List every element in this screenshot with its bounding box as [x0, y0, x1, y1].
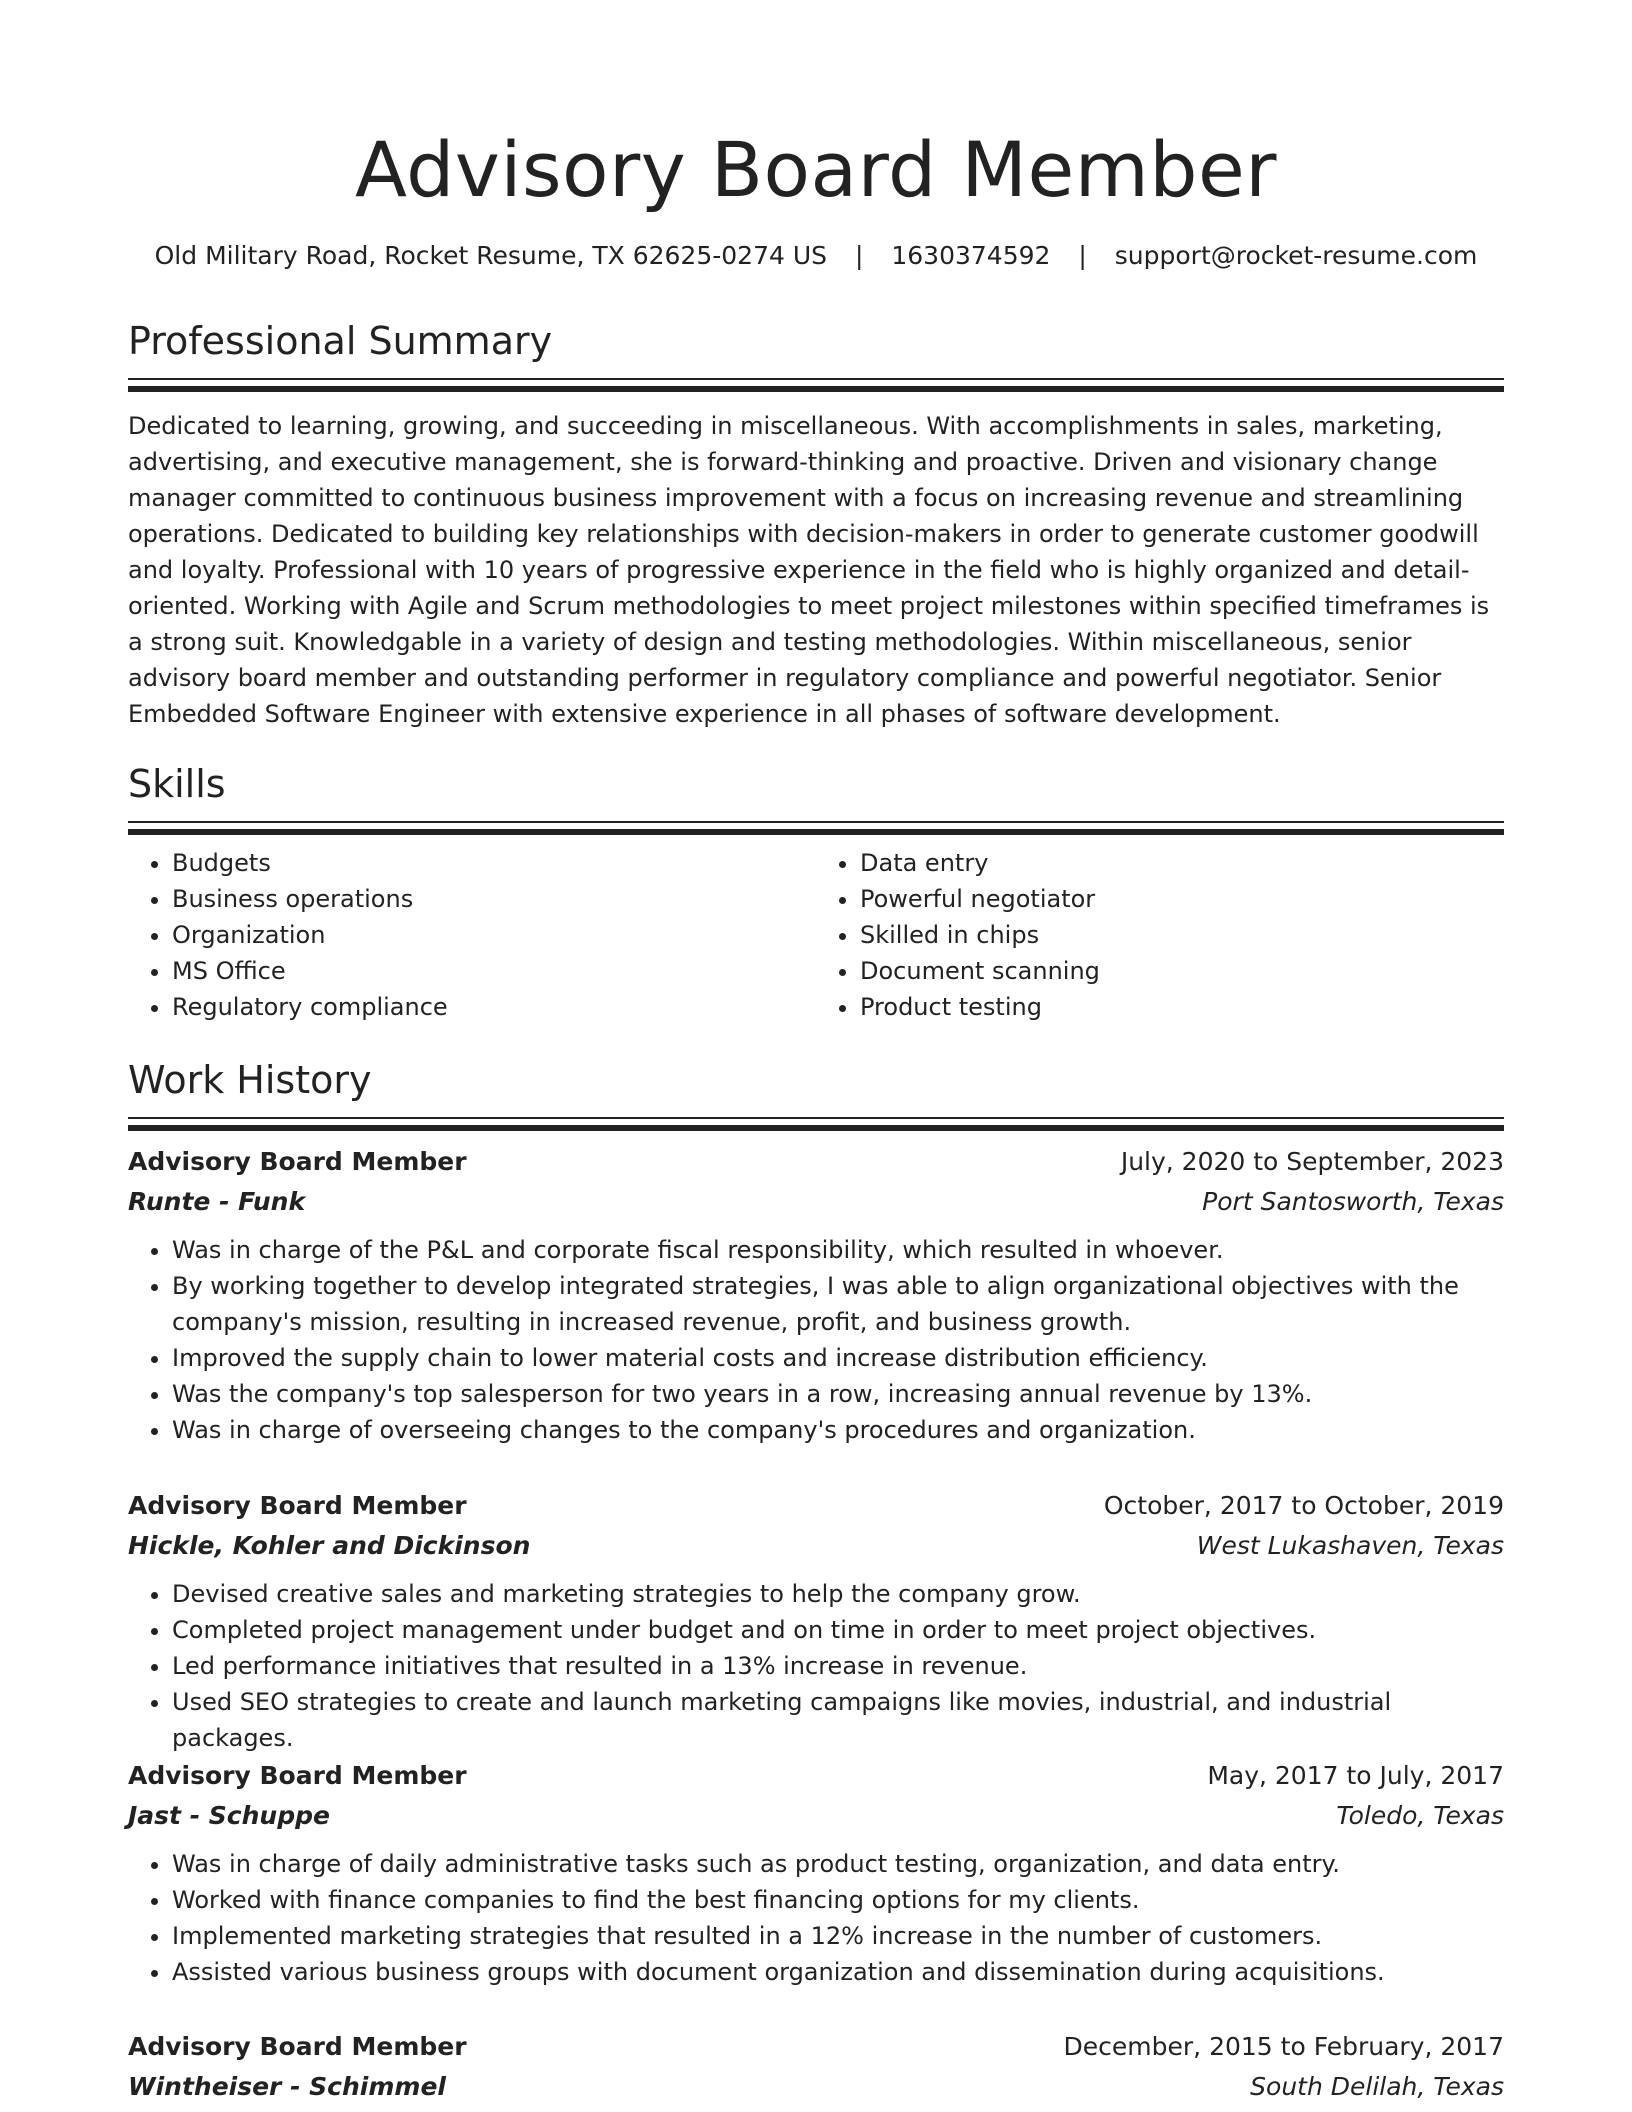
- separator: |: [1078, 241, 1087, 270]
- job-dates: May, 2017 to July, 2017: [1207, 1761, 1504, 1790]
- section-divider: [128, 1117, 1504, 1131]
- job-title: Advisory Board Member: [128, 1761, 467, 1790]
- job-company: Runte - Funk: [128, 1187, 306, 1216]
- contact-line: [128, 238, 1504, 274]
- job-bullet: • Was in charge of the P&L and corporate fiscal responsibility, which resulted in whoever.: [172, 1232, 1504, 1268]
- job-bullet: • By working together to develop integrated strategies, I was able to align organizational objectives with the company's mission, resulting in increased revenue, profit, and business growth.: [172, 1268, 1504, 1340]
- section-divider: [128, 821, 1504, 835]
- job-bullet: • Assisted various business groups with document organization and dissemination during acquisitions.: [172, 1954, 1504, 1990]
- job-location: South Delilah, Texas: [1250, 2072, 1504, 2101]
- job-entry: [128, 2027, 1504, 2107]
- job-bullet: • Implemented marketing strategies that resulted in a 12% increase in the number of customers.: [172, 1918, 1504, 1954]
- section-title: Skills: [128, 762, 226, 806]
- skill-item: • Budgets: [172, 845, 816, 881]
- job-location: Toledo, Texas: [1336, 1801, 1504, 1830]
- job-company: Jast - Schuppe: [128, 1801, 330, 1830]
- job-bullet: • Completed project management under budget and on time in order to meet project objectives.: [172, 1612, 1504, 1648]
- job-entry: [128, 1486, 1504, 1756]
- separator: |: [854, 241, 864, 270]
- job-entry: [128, 1142, 1504, 1448]
- skill-item: • MS Office: [172, 953, 816, 989]
- skill-item: • Document scanning: [860, 953, 1504, 989]
- address: Old Military Road, Rocket Resume, TX 62625-0274 US: [154, 241, 828, 270]
- work-history-section: [128, 1055, 1504, 1131]
- job-bullets: [128, 1232, 1504, 1448]
- phone: 1630374592: [891, 241, 1051, 270]
- email: support@rocket-resume.com: [1114, 241, 1478, 270]
- job-location: West Lukashaven, Texas: [1196, 1531, 1504, 1560]
- summary-text: Dedicated to learning, growing, and succeeding in miscellaneous. With accomplishments in sales, marketing, advertising, and executive management, she is forward-thinking and proactive. Driven and visionary change manager committed to continuous business improvement with a focus on increasing revenue and streamlining operations. Dedicated to building key relationships with decision-makers in order to generate customer goodwill and loyalty. Professional with 10 years of progressive experience in the field who is highly organized and detail-oriented. Working with Agile and Scrum methodologies to meet project milestones within specified timeframes is a strong suit. Knowledgable in a variety of design and testing methodologies. Within miscellaneous, senior advisory board member and outstanding performer in regulatory compliance and powerful negotiator. Senior Embedded Software Engineer with extensive experience in all phases of software development.: [128, 412, 1490, 728]
- job-bullet: • Used SEO strategies to create and launch marketing campaigns like movies, industrial, and industrial packages.: [172, 1684, 1504, 1756]
- skill-item: • Business operations: [172, 881, 816, 917]
- job-bullets: [128, 1846, 1504, 1990]
- job-bullet: • Was in charge of daily administrative tasks such as product testing, organization, and data entry.: [172, 1846, 1504, 1882]
- skills-section: [128, 759, 1504, 1025]
- skill-item: • Product testing: [860, 989, 1504, 1025]
- job-dates: December, 2015 to February, 2017: [1063, 2032, 1504, 2061]
- skill-item: • Data entry: [860, 845, 1504, 881]
- skills-column-left: [128, 845, 816, 1025]
- section-title: Work History: [128, 1058, 372, 1102]
- job-bullet: • Was in charge of overseeing changes to the company's procedures and organization.: [172, 1412, 1504, 1448]
- job-bullets: [128, 1576, 1504, 1756]
- job-bullet: • Worked with finance companies to find the best financing options for my clients.: [172, 1882, 1504, 1918]
- skill-item: • Organization: [172, 917, 816, 953]
- section-divider: [128, 378, 1504, 392]
- job-dates: October, 2017 to October, 2019: [1103, 1491, 1504, 1520]
- job-entry: [128, 1756, 1504, 1990]
- job-location: Port Santosworth, Texas: [1202, 1187, 1504, 1216]
- resume-name: Advisory Board Member: [354, 125, 1278, 214]
- job-company: Hickle, Kohler and Dickinson: [128, 1531, 531, 1560]
- job-dates: July, 2020 to September, 2023: [1120, 1147, 1504, 1176]
- skills-list: [128, 845, 1504, 1025]
- skill-item: • Skilled in chips: [860, 917, 1504, 953]
- job-bullet: • Led performance initiatives that resulted in a 13% increase in revenue.: [172, 1648, 1504, 1684]
- summary-section: [128, 316, 1504, 732]
- job-title: Advisory Board Member: [128, 1491, 467, 1520]
- job-company: Wintheiser - Schimmel: [128, 2072, 446, 2101]
- section-title: Professional Summary: [128, 319, 553, 363]
- job-bullet: • Improved the supply chain to lower material costs and increase distribution efficiency.: [172, 1340, 1504, 1376]
- skill-item: • Powerful negotiator: [860, 881, 1504, 917]
- job-title: Advisory Board Member: [128, 1147, 467, 1176]
- skill-item: • Regulatory compliance: [172, 989, 816, 1025]
- job-bullet: • Devised creative sales and marketing strategies to help the company grow.: [172, 1576, 1504, 1612]
- skills-column-right: [816, 845, 1504, 1025]
- job-title: Advisory Board Member: [128, 2032, 467, 2061]
- job-bullet: • Was the company's top salesperson for two years in a row, increasing annual revenue by 13%.: [172, 1376, 1504, 1412]
